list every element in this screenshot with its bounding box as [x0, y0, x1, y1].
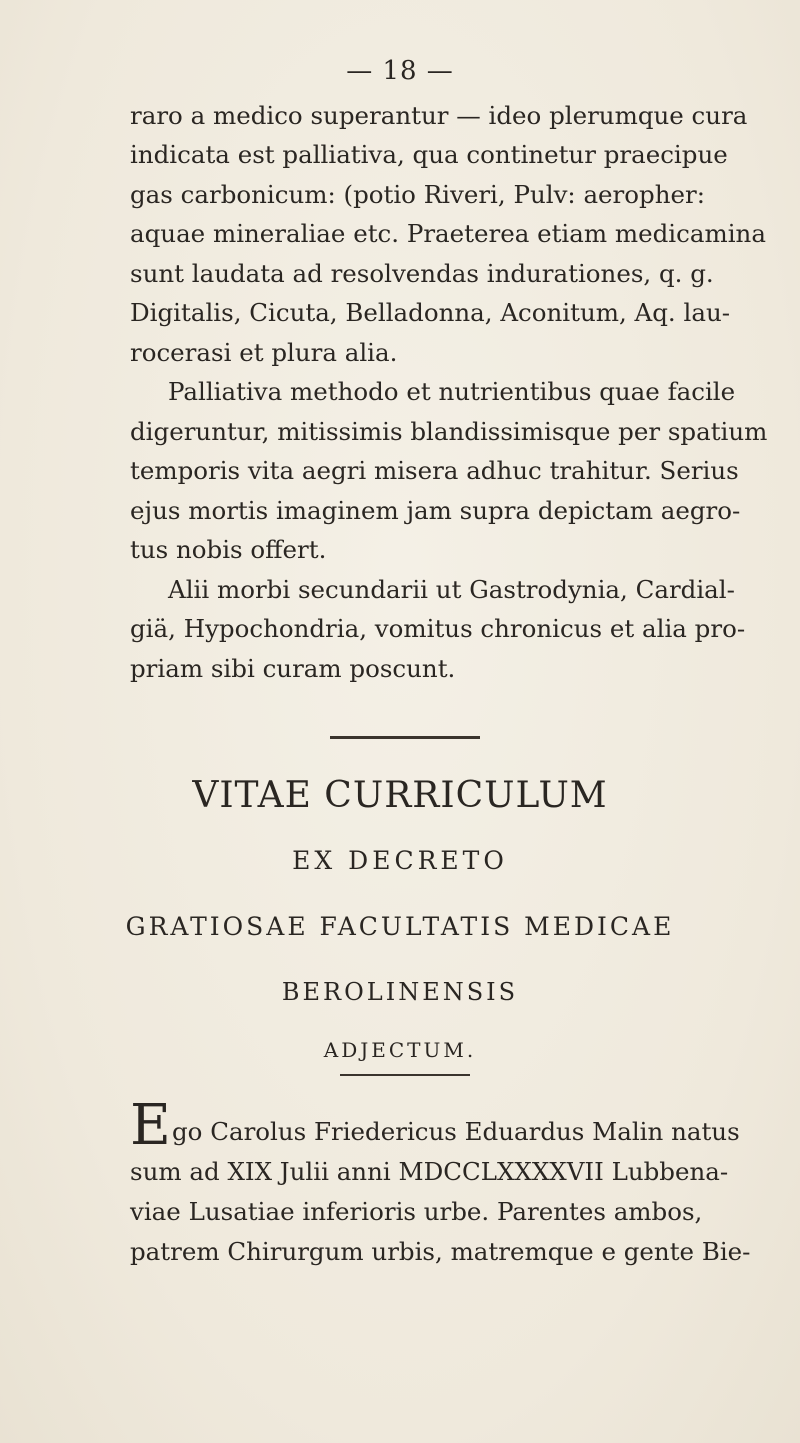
text-line: aquae mineraliae etc. Praeterea etiam medicamina: [130, 219, 766, 248]
section-title: VITAE CURRICULUM: [192, 775, 608, 816]
text-line: giä, Hypochondria, vomitus chronicus et alia pro-: [130, 614, 746, 643]
text-line: go Carolus Friedericus Eduardus Malin natus: [172, 1117, 740, 1146]
text-line: indicata est palliativa, qua continetur praecipue: [130, 140, 728, 169]
text-line: rocerasi et plura alia.: [130, 338, 398, 367]
text-line: sunt laudata ad resolvendas indurationes, q. g.: [130, 259, 714, 288]
text-line: viae Lusatiae inferioris urbe. Parentes ambos,: [130, 1197, 703, 1226]
text-line: digeruntur, mitissimis blandissimisque per spatium: [130, 417, 768, 446]
section-divider: [330, 736, 480, 739]
adjectum-line: ADJECTUM.: [323, 1038, 477, 1062]
faculty-line: GRATIOSAE FACULTATIS MEDICAE: [125, 912, 675, 941]
text-line: raro a medico superantur — ideo plerumque cura: [130, 101, 748, 130]
text-line: sum ad XIX Julii anni MDCCLXXXXVII Lubbena-: [130, 1157, 729, 1186]
text-line: Digitalis, Cicuta, Belladonna, Aconitum, Aq. lau-: [130, 298, 730, 327]
small-divider: [340, 1074, 470, 1076]
text-line: temporis vita aegri misera adhuc trahitur. Serius: [130, 456, 739, 485]
text-line: patrem Chirurgum urbis, matremque e gente Bie-: [130, 1237, 751, 1266]
section-subtitle: EX DECRETO: [292, 846, 508, 875]
text-line: priam sibi curam poscunt.: [130, 654, 456, 683]
university-line: BEROLINENSIS: [281, 978, 519, 1006]
drop-cap: E: [130, 1093, 171, 1158]
text-line-indented: Alii morbi secundarii ut Gastrodynia, Cardial-: [168, 575, 735, 604]
text-line-indented: Palliativa methodo et nutrientibus quae facile: [168, 377, 736, 406]
text-line: tus nobis offert.: [130, 535, 327, 564]
text-line: gas carbonicum: (potio Riveri, Pulv: aeropher:: [130, 180, 705, 209]
text-line: ejus mortis imaginem jam supra depictam aegro-: [130, 496, 741, 525]
page-number: — 18 —: [346, 56, 454, 86]
